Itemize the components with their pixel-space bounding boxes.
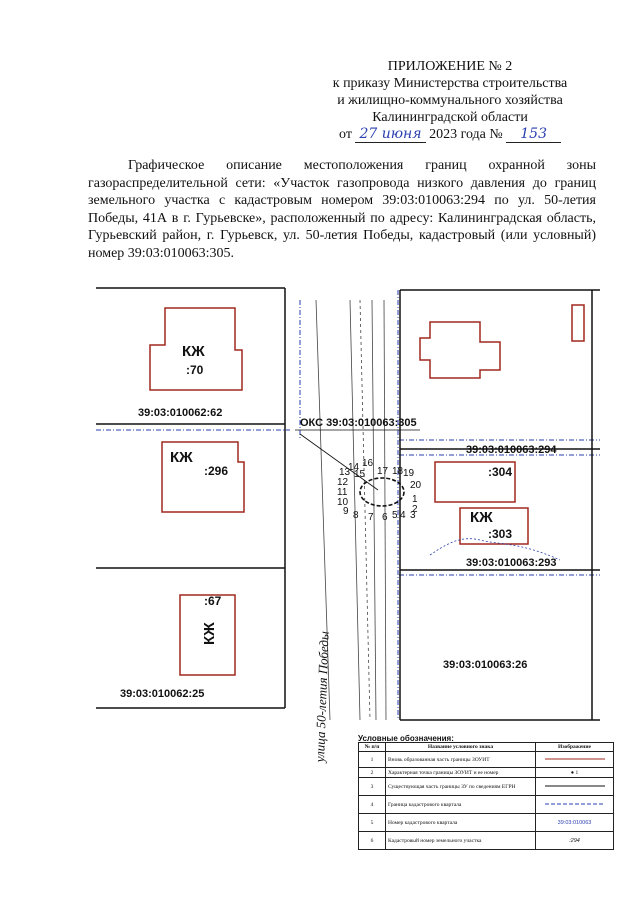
building-num-70: :70 xyxy=(186,363,204,377)
legend-table xyxy=(358,742,614,850)
quarter-label-010062-62: 39:03:010062:62 xyxy=(138,407,223,419)
legend-row: 5 Номер кадастрового квартала 39:03:010063 xyxy=(359,814,614,832)
building-type-67: КЖ xyxy=(201,622,218,645)
legend-row: 1 Вновь образованная часть границы ЗОУИТ xyxy=(359,752,614,768)
legend-row: 3 Существующая часть границы ЗУ по сведениям ЕГРН xyxy=(359,778,614,796)
building-type-296: КЖ xyxy=(170,449,193,466)
date-prefix: от xyxy=(339,127,352,142)
appendix-title: ПРИЛОЖЕНИЕ № 2 xyxy=(387,59,513,74)
description-paragraph: Графическое описание местоположения границ охранной зоны газораспределительной сети: «Участок газопровода низкого давления до границ земельного участка с кадастровым номером 39:03:010063:294 по ул. 50-летия Победы, 41А в г. Гурьевске», расположенный по адресу: Калининградская область, Гурьевский район, г. Гурьевск, ул. 50-летия Победы, кадастровый (или условный) номер 39:03:010063:305. xyxy=(88,158,596,261)
point-2: 2 xyxy=(412,504,418,515)
point-6: 6 xyxy=(382,512,388,523)
building-type-70: КЖ xyxy=(182,343,205,360)
building-num-303: :303 xyxy=(488,527,513,541)
point-5: 5 xyxy=(392,510,398,521)
building-num-296: :296 xyxy=(204,464,229,478)
quarter-boundary-symbol xyxy=(545,802,605,806)
point-14: 14 xyxy=(348,462,360,473)
building-type-303: КЖ xyxy=(470,509,493,526)
handwritten-date: 27 июня xyxy=(355,126,425,143)
street-name: улица 50-летия Победы xyxy=(312,630,332,763)
point-17: 17 xyxy=(377,466,389,477)
quarter-label-010063-293: 39:03:010063:293 xyxy=(466,557,557,569)
existing-boundary-symbol xyxy=(545,784,605,788)
point-3: 3 xyxy=(410,510,416,521)
point-9: 9 xyxy=(343,506,349,517)
date-year: 2023 года № xyxy=(429,127,503,142)
order-line-2: и жилищно-коммунального хозяйства xyxy=(337,93,563,108)
legend-row: 4 Граница кадастрового квартала xyxy=(359,796,614,814)
legend-col-num: № п/п xyxy=(359,743,386,752)
point-15: 15 xyxy=(354,469,366,480)
point-4: 4 xyxy=(400,510,406,521)
point-1: 1 xyxy=(412,494,418,505)
quarter-label-010063-294: 39:03:010063:294 xyxy=(466,444,557,456)
quarter-label-010063-26: 39:03:010063:26 xyxy=(443,659,528,671)
point-19: 19 xyxy=(403,468,415,479)
quarter-label-010062-25: 39:03:010062:25 xyxy=(120,688,205,700)
point-18: 18 xyxy=(392,466,404,477)
point-7: 7 xyxy=(368,512,374,523)
order-line-3: Калининградской области xyxy=(372,110,528,125)
new-zone-line-symbol xyxy=(545,757,605,761)
legend-col-name: Название условного знака xyxy=(386,743,536,752)
point-20: 20 xyxy=(410,480,422,491)
legend-row: 6 Кадастровый номер земельного участка :294 xyxy=(359,832,614,850)
point-10: 10 xyxy=(337,497,349,508)
building-num-304: :304 xyxy=(488,465,513,479)
point-12: 12 xyxy=(337,477,349,488)
building-num-67: :67 xyxy=(204,594,222,608)
point-11: 11 xyxy=(337,487,348,498)
legend-row: 2 Характерная точка границы ЗОУИТ и ее номер ● 1 xyxy=(359,768,614,778)
point-16: 16 xyxy=(362,458,374,469)
point-13: 13 xyxy=(339,467,351,478)
legend-header-row xyxy=(359,743,614,752)
order-line-1: к приказу Министерства строительства xyxy=(332,76,568,91)
point-8: 8 xyxy=(353,510,359,521)
parcel-number-sample: :294 xyxy=(536,832,614,850)
oks-label: ОКС 39:03:010063:305 xyxy=(300,417,417,429)
handwritten-number: 153 xyxy=(506,126,561,143)
legend-col-image: Изображение xyxy=(536,743,614,752)
point-symbol: ● 1 xyxy=(536,768,614,778)
quarter-number-sample: 39:03:010063 xyxy=(536,814,614,832)
legend-title: Условные обозначения: xyxy=(358,734,454,743)
